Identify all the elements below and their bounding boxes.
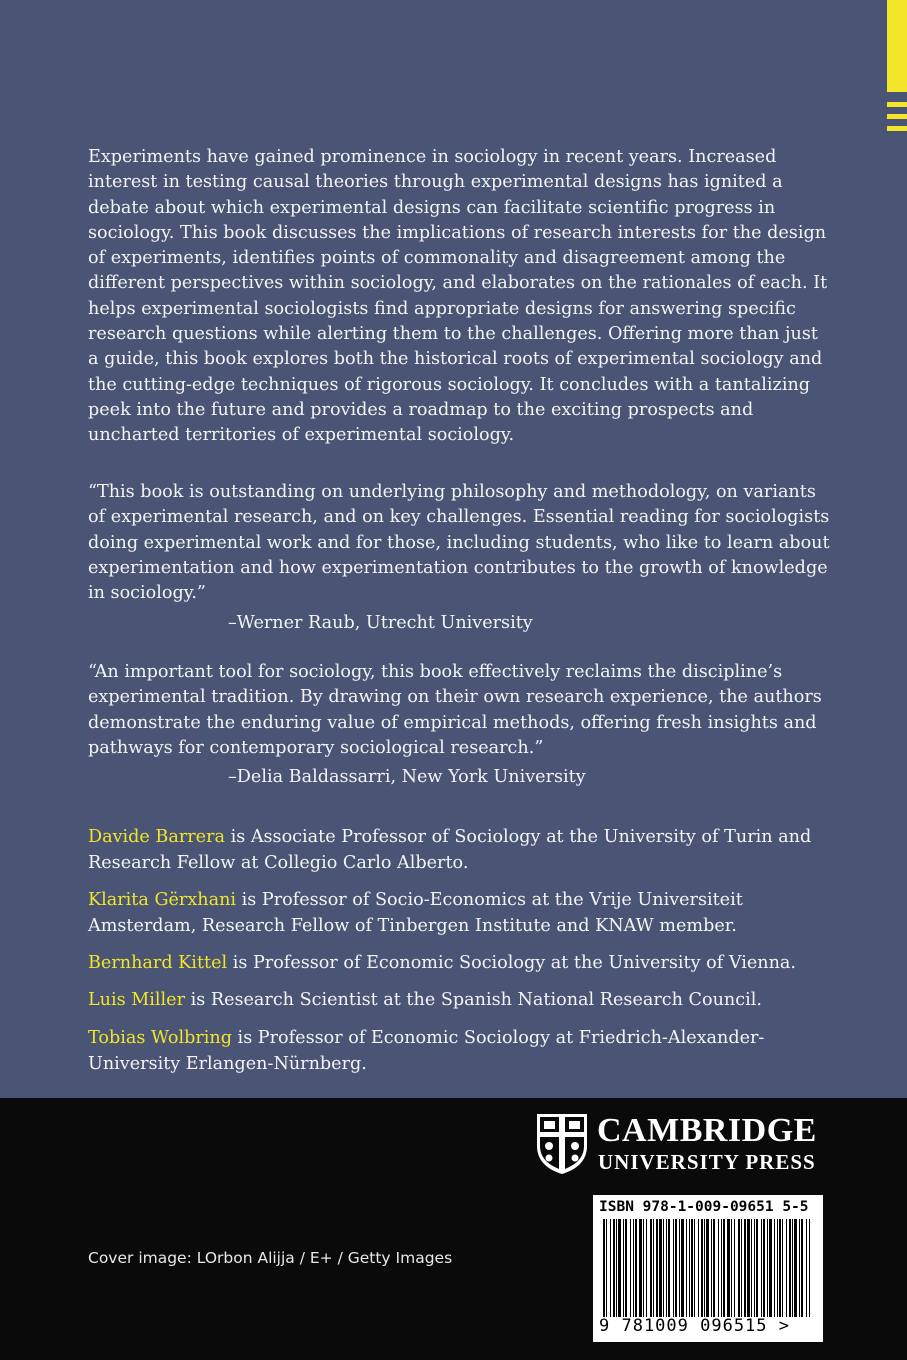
accent-bar bbox=[887, 114, 907, 119]
publisher-name: CAMBRIDGE bbox=[597, 1112, 817, 1149]
author-name: Klarita Gërxhani bbox=[88, 890, 237, 910]
book-description: Experiments have gained prominence in sociology in recent years. Increased interest in testing causal theories through experimental designs has ignited a debate about which experimental designs can facilitate scientific progress in sociology. This book discusses the implications of research interests for the design of experiments, identifies points of commonality and disagreement among the different perspectives within sociology, and elaborates on the rationales of each. It helps experimental sociologists find appropriate designs for answering specific research questions while alerting them to the challenges. Offering more than just a guide, this book explores both the historical roots of experimental sociology and the cutting-edge techniques of rigorous sociology. It concludes with a tantalizing peek into the future and provides a roadmap to the exciting prospects and uncharted territories of experimental sociology. bbox=[88, 147, 828, 446]
accent-bar bbox=[887, 102, 907, 107]
endorsement-attribution: –Delia Baldassarri, New York University bbox=[228, 767, 586, 787]
barcode bbox=[593, 1195, 823, 1342]
accent-stripe bbox=[887, 0, 907, 92]
publisher-logo bbox=[535, 1110, 830, 1178]
author-name: Bernhard Kittel bbox=[88, 953, 228, 973]
author-bio-text: is Professor of Socio-Economics at the Vrije Universiteit Amsterdam, Research Fellow of Tinbergen Institute and KNAW member. bbox=[88, 890, 743, 936]
author-bio bbox=[88, 988, 833, 1014]
endorsement-quote: “This book is outstanding on underlying philosophy and methodology, on variants of experimental research, and on key challenges. Essential reading for sociologists doing experimental work and for those, including students, who like to learn about experimentation and how experimentation contributes to the growth of knowledge in sociology.” bbox=[88, 482, 830, 604]
author-name: Tobias Wolbring bbox=[88, 1028, 232, 1048]
author-bio bbox=[88, 1026, 833, 1077]
endorsement-attribution: –Werner Raub, Utrecht University bbox=[228, 613, 533, 633]
author-bio-text: is Professor of Economic Sociology at the University of Vienna. bbox=[227, 953, 797, 973]
ean-digits: 9 781009 096515 > bbox=[599, 1316, 790, 1336]
author-bio bbox=[88, 825, 833, 876]
author-bio-text: is Associate Professor of Sociology at the University of Turin and Research Fellow at Collegio Carlo Alberto. bbox=[88, 827, 812, 873]
author-bio-text: is Professor of Economic Sociology at Friedrich-Alexander-University Erlangen-Nürnberg. bbox=[88, 1028, 765, 1074]
author-bio bbox=[88, 951, 833, 977]
endorsement-quote: “An important tool for sociology, this book effectively reclaims the discipline’s experimental tradition. By drawing on their own research experience, the authors demonstrate the enduring value of empirical methods, offering fresh insights and pathways for contemporary sociological research.” bbox=[88, 662, 822, 758]
isbn-label: ISBN 978-1-009-09651 5-5 bbox=[599, 1199, 809, 1215]
cambridge-shield-icon bbox=[535, 1112, 589, 1176]
barcode-bars bbox=[603, 1219, 813, 1317]
cover-credit: Cover image: LOrbon Alijja / E+ / Getty Images bbox=[88, 1249, 453, 1267]
author-name: Davide Barrera bbox=[88, 827, 225, 847]
accent-bar bbox=[887, 126, 907, 131]
author-bio bbox=[88, 888, 833, 939]
publisher-subtitle: UNIVERSITY PRESS bbox=[598, 1150, 816, 1174]
author-bio-text: is Research Scientist at the Spanish National Research Council. bbox=[184, 990, 762, 1010]
author-name: Luis Miller bbox=[88, 990, 185, 1010]
